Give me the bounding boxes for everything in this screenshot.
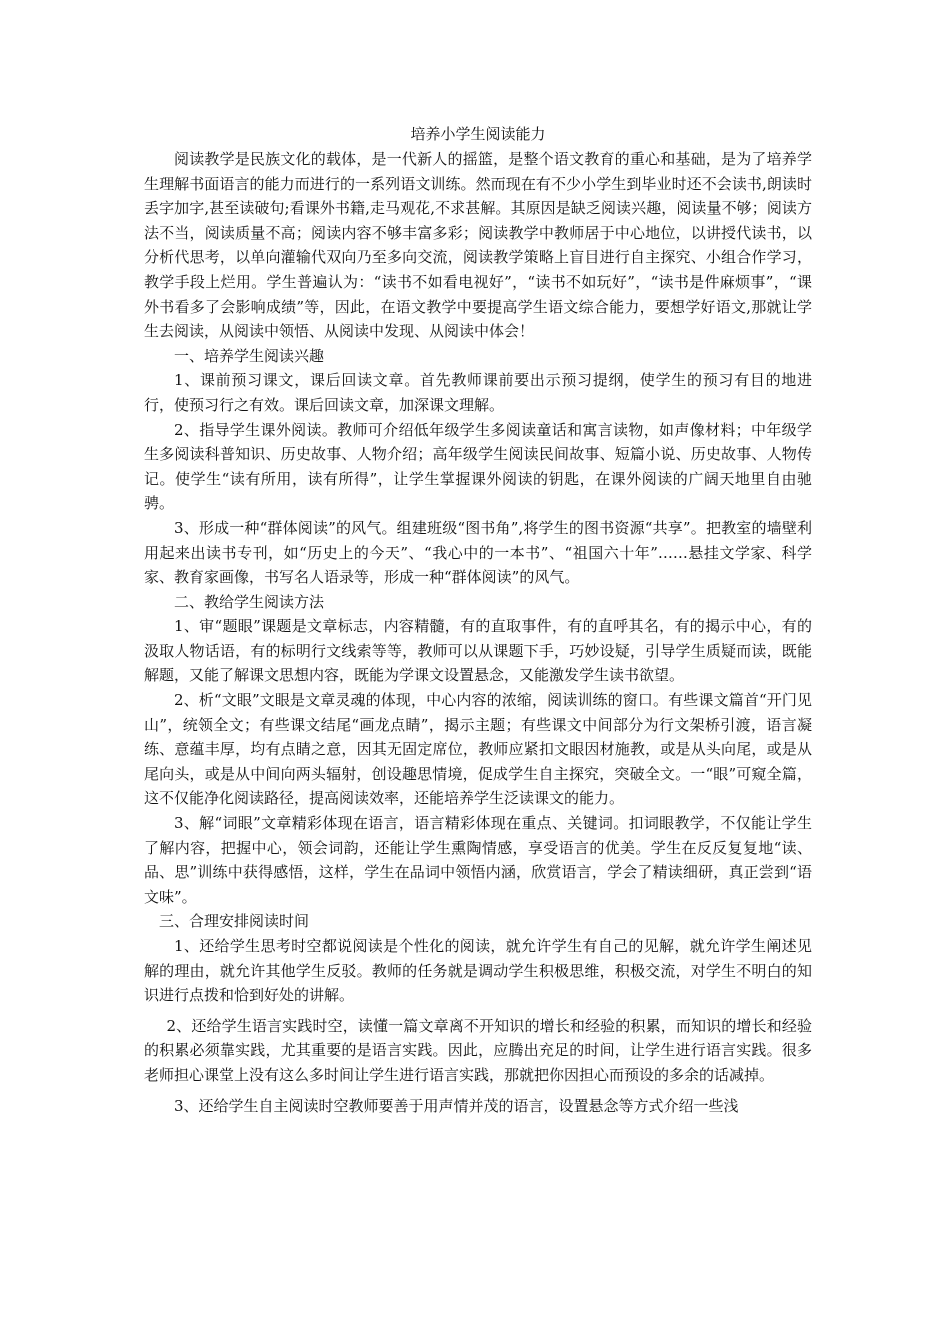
section-3-heading: 三、合理安排阅读时间 [159,912,310,931]
section-3-paragraph-2: 2、还给学生语言实践时空，读懂一篇文章离不开知识的增长和经验的积累，而知识的增长和经验的积累必须靠实践，尤其重要的是语言实践。因此，应腾出充足的时间，让学生进行语言实践。很多老师担心课堂上没有这么多时间让学生进行语言实践，那就把你因担心而预设的多余的话减掉。 [144,1016,812,1084]
section-3-paragraph-3: 3、还给学生自主阅读时空教师要善于用声情并茂的语言，设置悬念等方式介绍一些浅 [174,1096,739,1115]
section-2-paragraph-1: 1、审“题眼”课题是文章标志，内容精髓，有的直取事件，有的直呼其名，有的揭示中心，有的汲取人物话语，有的标明行文线索等等，教师可以从课题下手，巧妙设疑，引导学生质疑而读，既能解题，又能了解课文思想内容，既能为学课文设置悬念，又能激发学生读书欲望。 [144,617,812,685]
document-title: 培养小学生阅读能力 [410,125,546,143]
section-2-paragraph-3: 3、解“词眼”文章精彩体现在语言，语言精彩体现在重点、关键词。扣词眼教学，不仅能让学生了解内容，把握中心，领会词韵，还能让学生熏陶情感，享受语言的优美。学生在反反复复地“读、品、思”训练中获得感悟，这样，学生在品词中领悟内涵，欣赏语言，学会了精读细研，真正尝到“语文味”。 [144,814,812,906]
intro-paragraph: 阅读教学是民族文化的载体，是一代新人的摇篮，是整个语文教育的重心和基础，是为了培养学生理解书面语言的能力而进行的一系列语文训练。然而现在有不少小学生到毕业时还不会读书,朗读时丢字加字,甚至读破句;看课外书籍,走马观花,不求甚解。其原因是缺乏阅读兴趣，阅读量不够；阅读方法不当，阅读质量不高；阅读内容不够丰富多彩；阅读教学中教师居于中心地位，以讲授代读书，以分析代思考，以单向灌输代双向乃至多向交流，阅读教学策略上盲目进行自主探究、小组合作学习，教学手段上烂用。学生普遍认为：“读书不如看电视好”，“读书不如玩好”，“读书是件麻烦事”，“课外书看多了会影响成绩”等，因此，在语文教学中要提高学生语文综合能力，要想学好语文,那就让学生去阅读，从阅读中领悟、从阅读中发现、从阅读中体会！ [144,150,812,341]
section-1-paragraph-1: 1、课前预习课文，课后回读文章。首先教师课前要出示预习提纲，使学生的预习有目的地进行，使预习行之有效。课后回读文章，加深课文理解。 [144,371,812,414]
section-1-heading: 一、培养学生阅读兴趣 [174,346,325,365]
section-2-heading: 二、教给学生阅读方法 [174,592,325,611]
section-3-paragraph-1: 1、还给学生思考时空都说阅读是个性化的阅读，就允许学生有自己的见解，就允许学生阐述见解的理由，就允许其他学生反驳。教师的任务就是调动学生积极思维，积极交流，对学生不明白的知识进行点拨和恰到好处的讲解。 [144,937,812,1005]
section-1-paragraph-3: 3、形成一种“群体阅读”的风气。组建班级“图书角”,将学生的图书资源“共享”。把教室的墙壁利用起来出读书专刊，如“历史上的今天”、“我心中的一本书”、“祖国六十年”……悬挂文学家、科学家、教育家画像，书写名人语录等，形成一种“群体阅读”的风气。 [144,518,812,587]
section-2-paragraph-2: 2、析“文眼”文眼是文章灵魂的体现，中心内容的浓缩，阅读训练的窗口。有些课文篇首“开门见山”，统领全文；有些课文结尾“画龙点睛”，揭示主题；有些课文中间部分为行文架桥引渡，语言凝练、意蕴丰厚，均有点睛之意，因其无固定席位，教师应紧扣文眼因材施教，或是从头向尾，或是从尾向头，或是从中间向两头辐射，创设趣思情境，促成学生自主探究，突破全文。一“眼”可窥全篇，这不仅能净化阅读路径，提高阅读效率，还能培养学生泛读课文的能力。 [144,691,812,808]
section-1-paragraph-2: 2、指导学生课外阅读。教师可介绍低年级学生多阅读童话和寓言读物，如声像材料；中年级学生多阅读科普知识、历史故事、人物介绍；高年级学生阅读民间故事、短篇小说、历史故事、人物传记。使学生“读有所用，读有所得”，让学生掌握课外阅读的钥匙，在课外阅读的广阔天地里自由驰骋。 [144,420,812,513]
document-page [144,122,812,1118]
